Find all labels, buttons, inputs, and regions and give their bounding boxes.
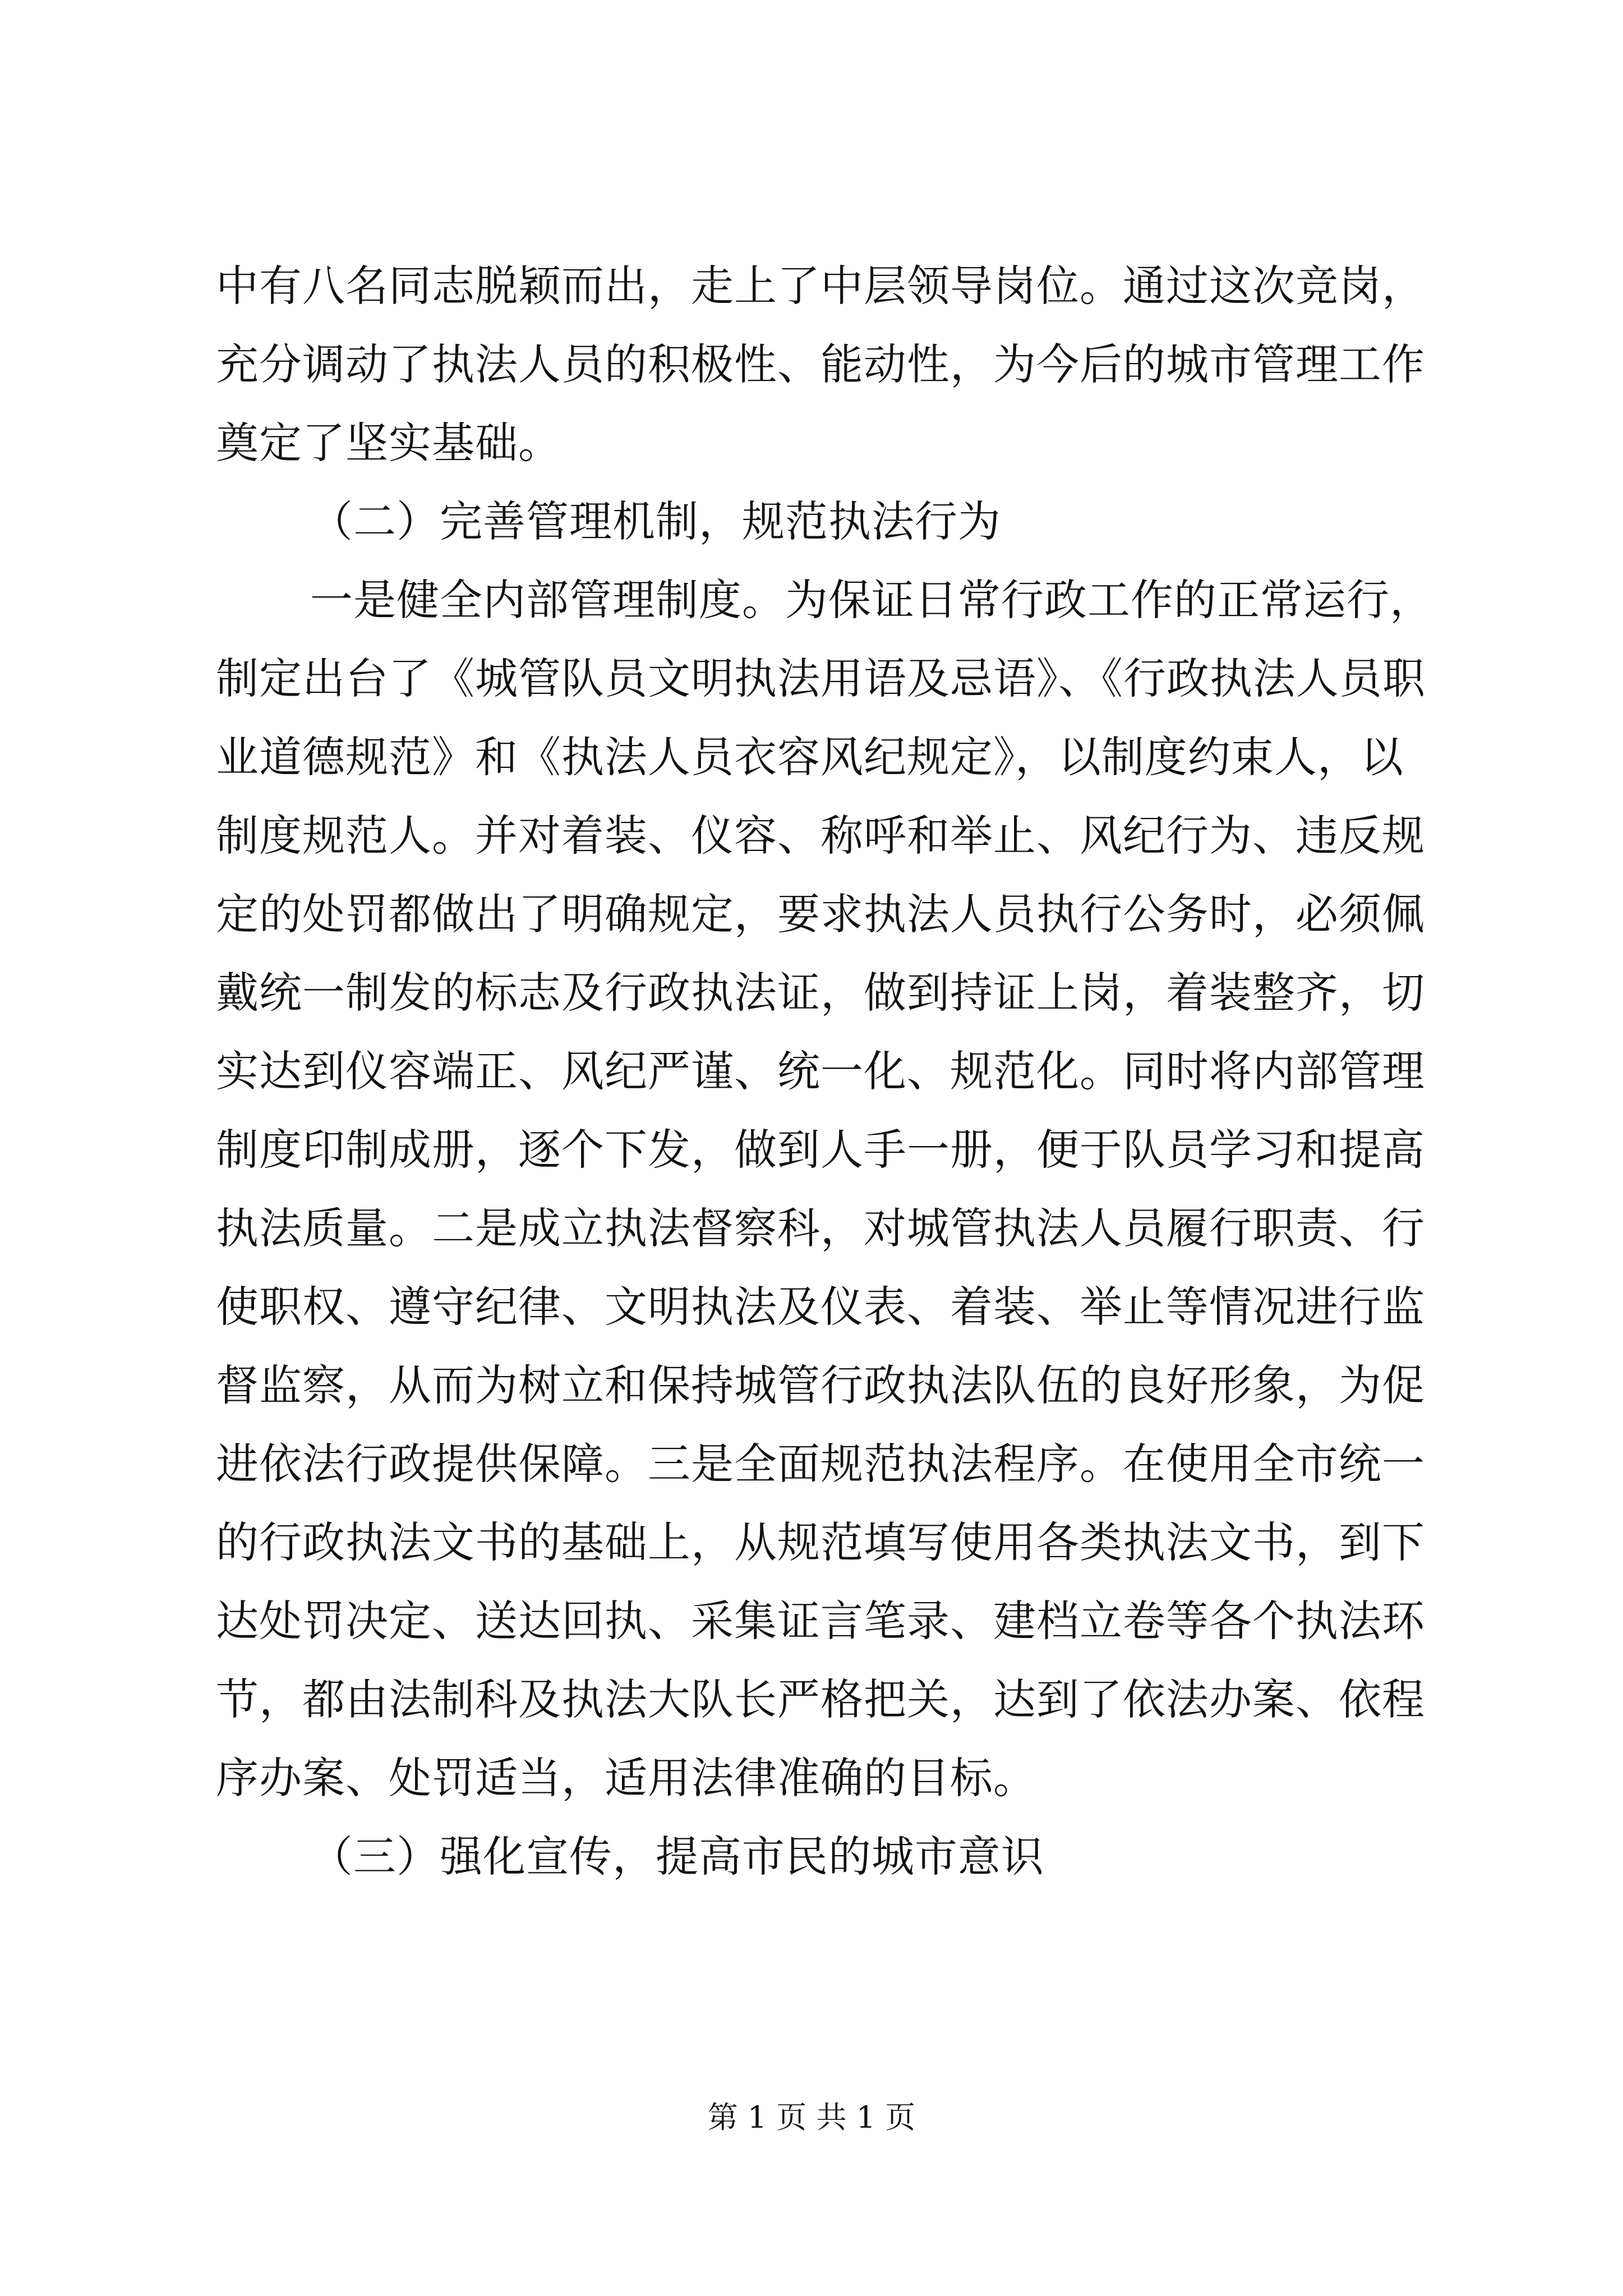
paragraph-line: 戴统一制发的标志及行政执法证，做到持证上岗，着装整齐，切 bbox=[216, 968, 1425, 1018]
paragraph-line: 制定出台了《城管队员文明执法用语及忌语》、《行政执法人员职 bbox=[216, 654, 1426, 703]
section-heading: （三）强化宣传，提高市民的城市意识 bbox=[310, 1832, 1044, 1881]
paragraph-line: 业道德规范》和《执法人员衣容风纪规定》，以制度约束人，以 bbox=[216, 732, 1404, 782]
paragraph-line: 制度印制成册，逐个下发，做到人手一册，便于队员学习和提高 bbox=[216, 1125, 1425, 1175]
paragraph-line: 使职权、遵守纪律、文明执法及仪表、着装、举止等情况进行监 bbox=[216, 1282, 1425, 1332]
paragraph-line: 充分调动了执法人员的积极性、能动性，为今后的城市管理工作 bbox=[216, 339, 1425, 389]
paragraph-line: 的行政执法文书的基础上，从规范填写使用各类执法文书，到下 bbox=[216, 1517, 1425, 1567]
paragraph-line: 达处罚决定、送达回执、采集证言笔录、建档立卷等各个执法环 bbox=[216, 1596, 1425, 1646]
document-body bbox=[216, 247, 1433, 1896]
paragraph-line: 中有八名同志脱颖而出，走上了中层领导岗位。通过这次竞岗， bbox=[216, 261, 1425, 311]
paragraph-line: 督监察，从而为树立和保持城管行政执法队伍的良好形象，为促 bbox=[216, 1360, 1425, 1410]
paragraph-line: 一是健全内部管理制度。为保证日常行政工作的正常运行， bbox=[310, 575, 1433, 625]
paragraph-line: 执法质量。二是成立执法督察科，对城管执法人员履行职责、行 bbox=[216, 1203, 1425, 1253]
page-footer: 第 1 页 共 1 页 bbox=[707, 2100, 916, 2135]
paragraph-line: 制度规范人。并对着装、仪容、称呼和举止、风纪行为、违反规 bbox=[216, 811, 1425, 861]
paragraph-line: 进依法行政提供保障。三是全面规范执法程序。在使用全市统一 bbox=[216, 1439, 1425, 1489]
paragraph-line: 序办案、处罚适当，适用法律准确的目标。 bbox=[216, 1753, 1036, 1803]
paragraph-line: 定的处罚都做出了明确规定，要求执法人员执行公务时，必须佩 bbox=[216, 889, 1425, 939]
section-heading: （二）完善管理机制，规范执法行为 bbox=[310, 496, 1001, 546]
paragraph-line: 节，都由法制科及执法大队长严格把关，达到了依法办案、依程 bbox=[216, 1674, 1425, 1724]
paragraph-line: 奠定了坚实基础。 bbox=[216, 418, 561, 468]
paragraph-line: 实达到仪容端正、风纪严谨、统一化、规范化。同时将内部管理 bbox=[216, 1046, 1425, 1096]
